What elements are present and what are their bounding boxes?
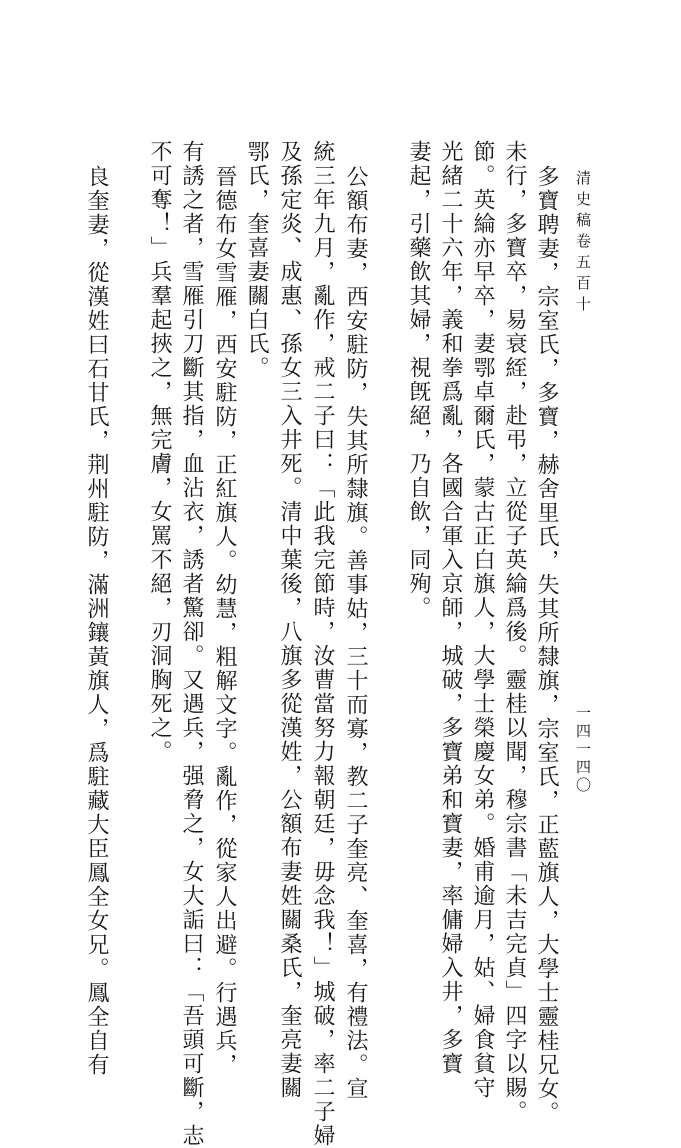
text-column-3: 節。英綸亦早卒，妻鄂卓爾氏，蒙古正白旗人，大學士榮慶女弟。婚甫逾月，姑、婦食貧守 xyxy=(470,140,495,1100)
text-column-11: 有誘之者，雪雁引刀斷其指，血沾衣，誘者驚卻。又遇兵，强脅之，女大詬曰：「吾頭可斷，志 xyxy=(179,140,204,1148)
text-column-5: 妻起，引藥飲其婦，視旣絕，乃自飲，同殉。 xyxy=(406,140,431,620)
text-column-13: 良奎妻，從漢姓曰石甘氏，荆州駐防，滿洲鑲黃旗人，爲駐藏大臣鳳全女兄。鳳全自有 xyxy=(84,165,109,1077)
text-column-12: 不可奪！」兵羣起挾之，無完膚，女罵不絕，刃洞胸死之。 xyxy=(147,140,172,764)
text-column-8: 及孫定炎、成惠、孫女三入井死。清中葉後，八旗多從漢姓，公額布妻姓關桑氏，奎亮妻關 xyxy=(277,140,302,1100)
text-column-2: 未行，多寶卒，易衰絰，赴弔，立從子英綸爲後。靈桂以聞，穆宗書「未吉完貞」四字以賜。 xyxy=(502,140,527,1124)
page-number: 一四一四〇 xyxy=(574,705,592,795)
text-column-6: 公額布妻，西安駐防，失其所隸旗。善事姑，三十而寡，教二子奎亮、奎喜，有禮法。宣 xyxy=(343,165,368,1101)
text-column-4: 光緒二十六年，義和拳爲亂，各國合軍入京師，城破，多寶弟和寶妻，率傭婦入井，多寶 xyxy=(438,140,463,1076)
running-header-title: 清史稿卷五百十 xyxy=(574,170,592,317)
text-column-10: 晉德布女雪雁，西安駐防，正紅旗人。幼慧，粗解文字。亂作，從家人出避。行遇兵， xyxy=(212,165,237,1077)
text-column-1: 多寶聘妻，宗室氏，多寶，赫舍里氏，失其所隸旗，宗室氏，正藍旗人，大學士靈桂兄女。 xyxy=(534,165,559,1125)
text-column-7: 統三年九月，亂作，戒二子曰：「此我完節時，汝曹當努力報朝廷，毋念我！」城破，率二子婦 xyxy=(310,140,335,1148)
text-column-9: 鄂氏，奎喜妻關白氏。 xyxy=(244,140,269,380)
